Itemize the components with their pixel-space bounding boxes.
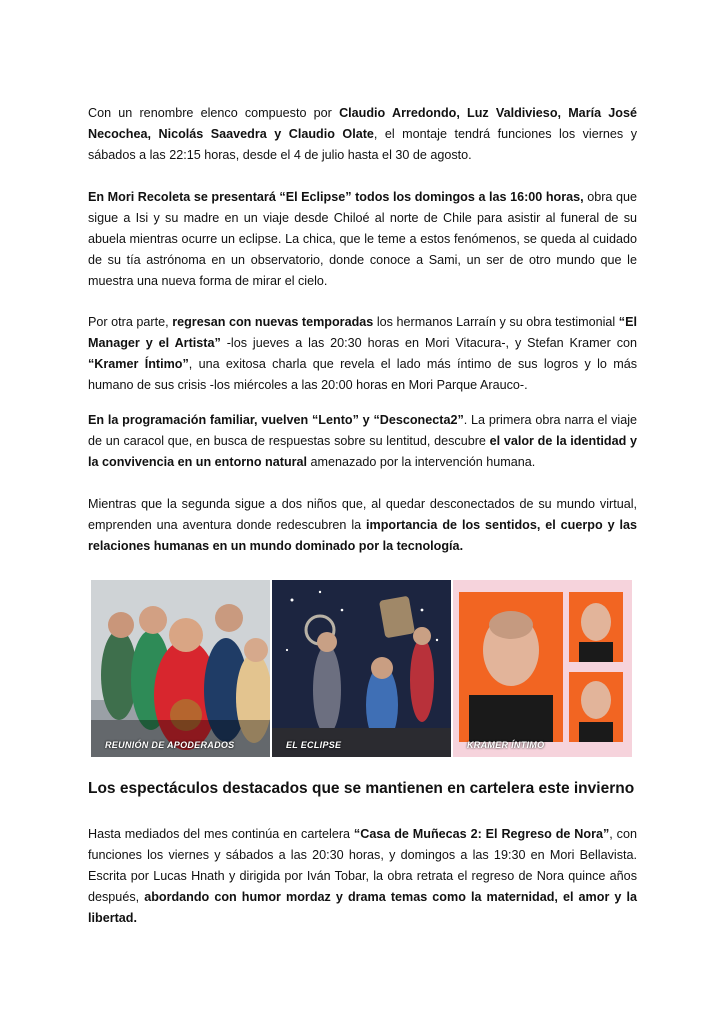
bold-text-run: Claudio Arredondo, Luz Valdivieso, María José Necochea, Nicolás Saavedra y Claudio Olate bbox=[88, 106, 637, 141]
text-run: obra que sigue a Isi y su madre en un viaje desde Chiloé al norte de Chile para asistir al funeral de su abuela mientras ocurre un eclipse. La chica, que le teme a estos fenómenos, se queda al cuidado de su tía astrónoma en un observatorio, donde conoce a Sami, un ser de otro mundo que le muestra una nueva forma de mirar el cielo. bbox=[88, 190, 637, 288]
photo-reunion-de-apoderados bbox=[91, 580, 270, 757]
paragraph-new-seasons bbox=[88, 312, 637, 396]
bold-text-run: En la programación familiar, vuelven “Lento” y “Desconecta2” bbox=[88, 413, 464, 427]
text-run: , con funciones los viernes y sábados a las 20:30 horas, y domingos a las 19:30 en Mori Bellavista. Escrita por Lucas Hnath y dirigida por Iván Tobar, la obra retrata el regreso de Nora quince años después, bbox=[88, 827, 637, 904]
section-heading: Los espectáculos destacados que se mantienen en cartelera este invierno bbox=[88, 780, 635, 797]
paragraph-family-programming bbox=[88, 410, 637, 473]
bold-text-run: regresan con nuevas temporadas bbox=[172, 315, 374, 329]
bold-text-run: “Casa de Muñecas 2: El Regreso de Nora” bbox=[353, 827, 610, 841]
bold-text-run: el valor de la identidad y la convivencia en un entorno natural bbox=[88, 434, 637, 469]
paragraph-cast bbox=[88, 103, 637, 166]
text-run: , una exitosa charla que revela el lado más íntimo de sus logros y lo más humano de sus crisis -los miércoles a las 20:00 horas en Mori Parque Arauco-. bbox=[88, 357, 637, 392]
text-run: , el montaje tendrá funciones los viernes y sábados a las 22:15 horas, desde el 4 de julio hasta el 30 de agosto. bbox=[88, 127, 637, 162]
text-run: amenazado por la intervención humana. bbox=[307, 455, 536, 469]
photo-caption: KRAMER ÍNTIMO bbox=[467, 740, 545, 750]
text-run: Por otra parte, bbox=[88, 315, 173, 329]
paragraph-casa-de-munecas bbox=[88, 824, 637, 929]
paragraph-el-eclipse bbox=[88, 187, 637, 292]
bold-text-run: importancia de los sentidos, el cuerpo y las relaciones humanas en un mundo dominado por la tecnología. bbox=[88, 518, 637, 553]
bold-text-run: “Kramer Íntimo” bbox=[88, 357, 189, 371]
text-run: Con un renombre elenco compuesto por bbox=[88, 106, 340, 120]
text-run: . La primera obra narra el viaje de un caracol que, en busca de respuestas sobre su lentitud, descubre bbox=[88, 413, 637, 448]
bold-text-run: abordando con humor mordaz y drama temas como la maternidad, el amor y la libertad. bbox=[88, 890, 637, 925]
text-run: Hasta mediados del mes continúa en cartelera bbox=[88, 827, 354, 841]
bold-text-run: “El Manager y el Artista” bbox=[88, 315, 637, 350]
text-run: los hermanos Larraín y su obra testimonial bbox=[373, 315, 619, 329]
show-photo-strip bbox=[91, 580, 632, 757]
paragraph-desconecta2 bbox=[88, 494, 637, 557]
text-run: Mientras que la segunda sigue a dos niños que, al quedar desconectados de su mundo virtual, emprenden una aventura donde redescubren la bbox=[88, 497, 637, 532]
photo-caption: REUNIÓN DE APODERADOS bbox=[105, 740, 235, 750]
text-run: -los jueves a las 20:30 horas en Mori Vitacura-, y Stefan Kramer con bbox=[220, 336, 638, 350]
bold-text-run: En Mori Recoleta se presentará “El Eclipse” todos los domingos a las 16:00 horas, bbox=[88, 190, 584, 204]
photo-kramer-intimo bbox=[453, 580, 632, 757]
photo-el-eclipse bbox=[272, 580, 451, 757]
photo-caption: EL ECLIPSE bbox=[286, 740, 342, 750]
